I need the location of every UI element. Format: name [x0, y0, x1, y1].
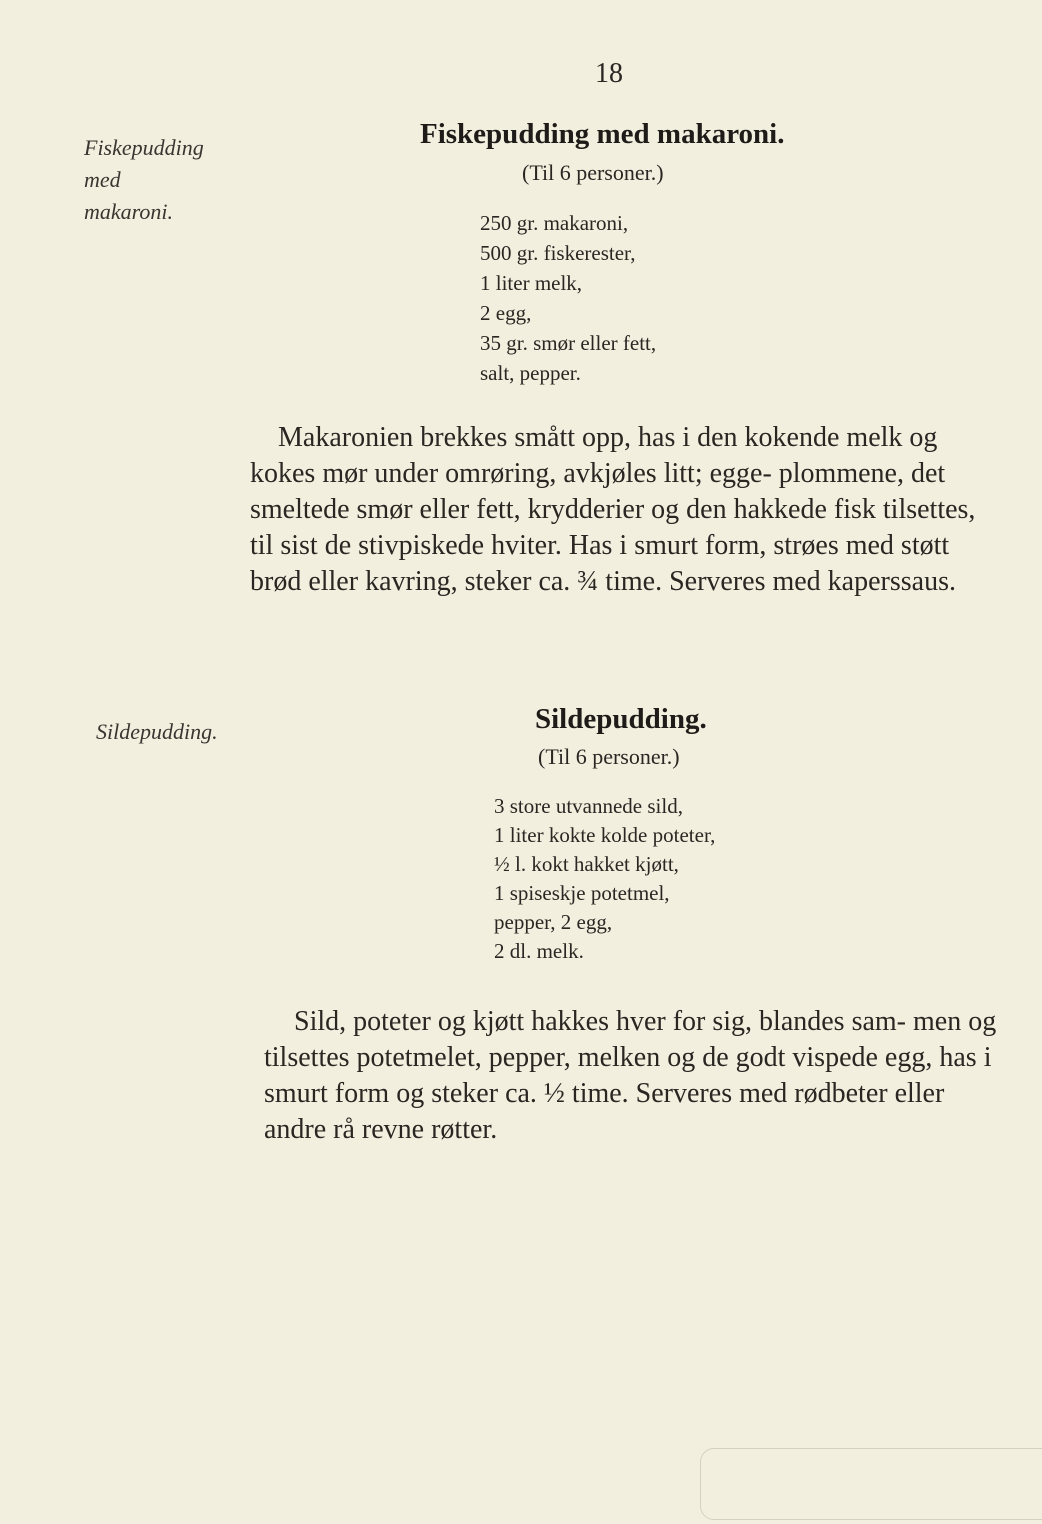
ingredient-list-fiskepudding	[480, 208, 656, 388]
recipe-title-fiskepudding: Fiskepudding med makaroni.	[420, 118, 785, 150]
recipe-instructions-fiskepudding: Makaronien brekkes smått opp, has i den kokende melk og kokes mør under omrøring, avkjøles litt; egge- plommene, det smeltede smør eller fett, krydderier og den hakkede fisk tilsettes, til sist de stivpiskede hviter. Has i smurt form, strøes med støtt brød eller kavring, steker ca. ¾ time. Serveres med kaperssaus.	[250, 422, 976, 597]
ingredient-item: 2 dl. melk.	[494, 939, 584, 963]
recipe-instructions-sildepudding: Sild, poteter og kjøtt hakkes hver for sig, blandes sam- men og tilsettes potetmelet, pepper, melken og de godt vispede egg, has i smurt form og steker ca. ½ time. Serveres med rødbeter eller andre rå revne røtter.	[264, 1006, 997, 1145]
ingredient-item: salt, pepper.	[480, 361, 581, 385]
margin-note-fiskepudding: Fiskepudding med makaroni.	[84, 135, 204, 224]
page-corner-outline	[700, 1448, 1042, 1520]
margin-note-sildepudding: Sildepudding.	[96, 719, 218, 744]
ingredient-item: 2 egg,	[480, 301, 532, 325]
ingredient-item: 1 liter kokte kolde poteter,	[494, 823, 716, 847]
ingredient-item: 1 spiseskje potetmel,	[494, 881, 670, 905]
ingredient-item: 3 store utvannede sild,	[494, 794, 683, 818]
recipe-serves-fiskepudding: (Til 6 personer.)	[522, 160, 664, 185]
ingredient-list-sildepudding	[494, 792, 715, 966]
ingredient-item: 500 gr. fiskerester,	[480, 241, 636, 265]
ingredient-item: pepper, 2 egg,	[494, 910, 613, 934]
ingredient-item: 35 gr. smør eller fett,	[480, 331, 657, 355]
ingredient-item: 250 gr. makaroni,	[480, 211, 629, 235]
recipe-title-sildepudding: Sildepudding.	[535, 703, 707, 735]
page-number: 18	[595, 58, 623, 89]
ingredient-item: ½ l. kokt hakket kjøtt,	[494, 852, 679, 876]
recipe-serves-sildepudding: (Til 6 personer.)	[538, 744, 680, 769]
ingredient-item: 1 liter melk,	[480, 271, 583, 295]
